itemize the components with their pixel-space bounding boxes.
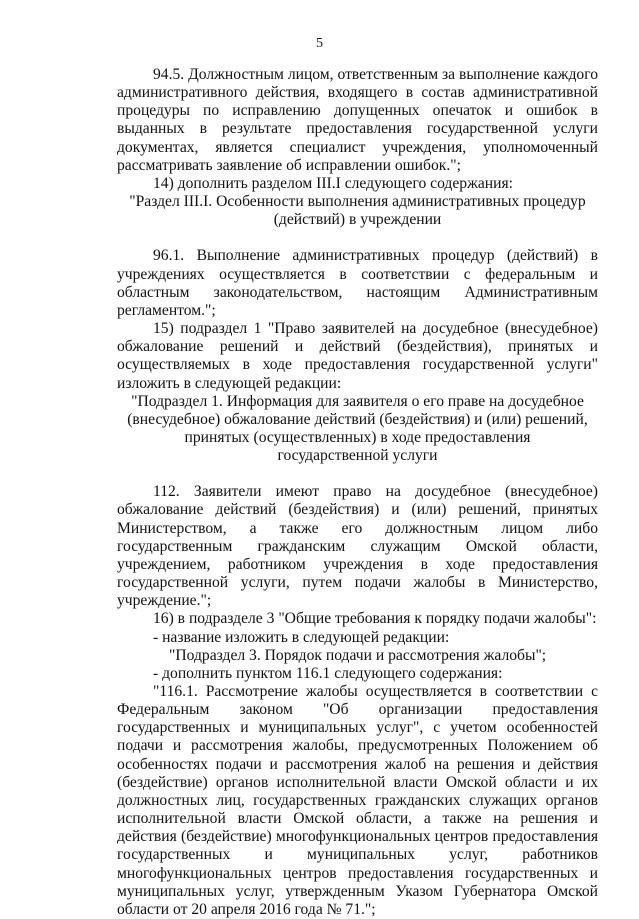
- item-14: 14) дополнить разделом III.I следующего содержания:: [153, 174, 513, 192]
- item-16-add-point: - дополнить пунктом 116.1 следующего содержания:: [153, 664, 503, 682]
- subsection-1-title-line-4: государственной услуги: [277, 447, 438, 465]
- subsection-1-title-line-3: принятых (осуществленных) в ходе предоставления: [184, 428, 531, 446]
- spacer: [117, 465, 598, 483]
- item-15: 15) подраздел 1 "Право заявителей на досудебное (внесудебное) обжалование решений и действий (бездействия), принятых и осуществляемых в ходе предоставления государственной услуги" изложить в следующей редакции:: [117, 320, 598, 392]
- subsection-1-title-line-1: "Подраздел 1. Информация для заявителя о его праве на досудебное: [131, 392, 584, 410]
- subsection-3-title: "Подраздел 3. Порядок подачи и рассмотрения жалобы";: [169, 646, 547, 664]
- subsection-1-title-line-2: (внесудебное) обжалование действий (бездействия) и (или) решений,: [127, 410, 588, 428]
- paragraph-112: 112. Заявители имеют право на досудебное (внесудебное) обжалование действий (бездействия) и (или) решений, принятых Министерством, а также его должностным лицом либо государственным гражданским служащим Омской области, учреждением, работником учреждения в ходе предоставления государственной услуги, путем подачи жалобы в Министерство, учреждение.";: [117, 483, 598, 610]
- spacer: [117, 229, 598, 247]
- item-16-rename: - название изложить в следующей редакции:: [153, 628, 450, 646]
- paragraph-96-1: 96.1. Выполнение административных процедур (действий) в учреждениях осуществляется в соответствии с федеральным и областным законодательством, настоящим Административным регламентом.";: [117, 247, 598, 319]
- page-number: 5: [316, 36, 323, 51]
- paragraph-116-1: "116.1. Рассмотрение жалобы осуществляется в соответствии с Федеральным законом "Об организации предоставления государственных и муниципальных услуг", с учетом особенностей подачи и рассмотрения жалобы, предусмотренных Положением об особенностях подачи и рассмотрения жалоб на решения и действия (бездействие) органов исполнительной власти Омской области и их должностных лиц, государственных гражданских служащих органов исполнительной власти Омской области, а также на решения и действия (бездействие) многофункциональных центров предоставления государственных и муниципальных услуг, работников многофункциональных центров предоставления государственных и муниципальных услуг, утвержденным Указом Губернатора Омской области от 20 апреля 2016 года № 71.";: [117, 683, 598, 918]
- document-body: [117, 66, 598, 919]
- item-16: 16) в подразделе 3 "Общие требования к порядку подачи жалобы":: [153, 610, 597, 628]
- paragraph-94-5: 94.5. Должностным лицом, ответственным за выполнение каждого административного действия, входящего в состав административной процедуры по исправлению допущенных опечаток и ошибок в выданных в результате предоставления государственной услуги документах, является специалист учреждения, уполномоченный рассматривать заявление об исправлении ошибок.";: [117, 66, 598, 174]
- section-title-line-2: (действий) в учреждении: [273, 211, 442, 229]
- section-title-line-1: "Раздел III.I. Особенности выполнения административных процедур: [129, 193, 586, 211]
